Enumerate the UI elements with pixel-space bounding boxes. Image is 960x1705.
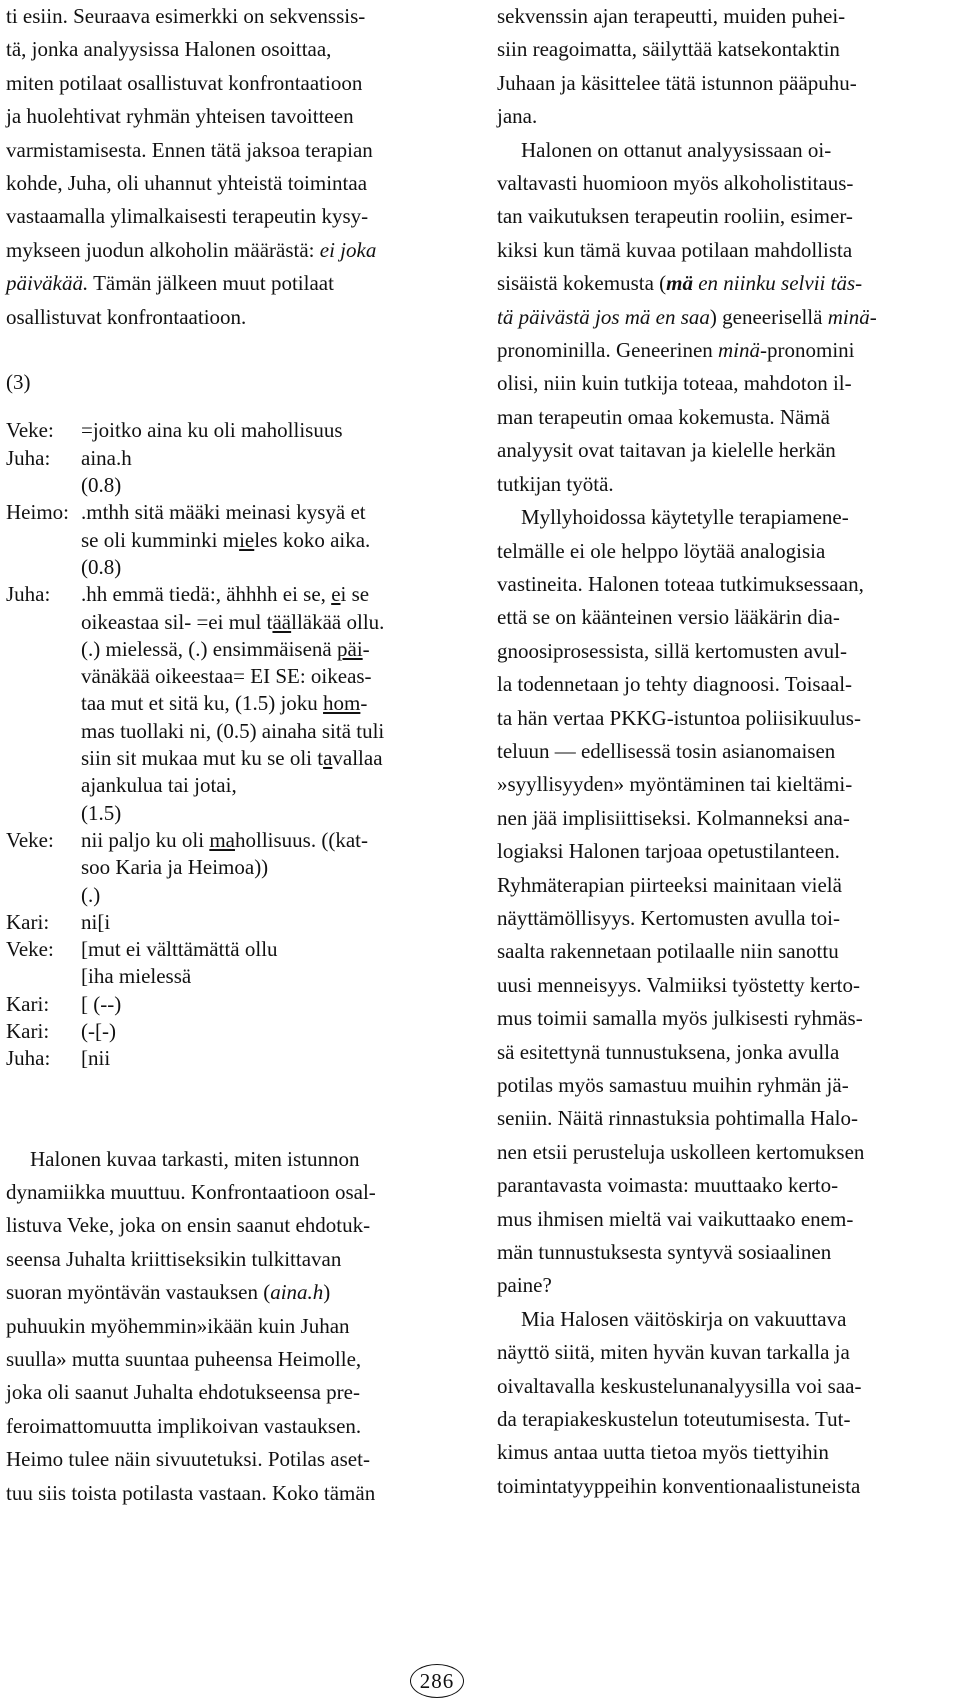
text-line: kimus antaa uutta tietoa myös tiettyihin bbox=[497, 1440, 829, 1465]
text-line: gnoosiprosessista, sillä kertomusten avul- bbox=[497, 638, 847, 663]
text-line: uusi menneisyys. Valmiiksi työstetty kerto- bbox=[497, 972, 861, 997]
text-line: da terapiakeskustelun toteutumisesta. Tut- bbox=[497, 1407, 851, 1432]
speaker-label bbox=[6, 472, 81, 499]
utterance: [nii bbox=[81, 1046, 111, 1071]
text-line: suulla» mutta suuntaa puheensa Heimolle, bbox=[6, 1347, 362, 1372]
text-line: man terapeutin omaa kokemusta. Nämä bbox=[497, 404, 830, 429]
transcript-row bbox=[6, 445, 438, 472]
underlined-stress: hom bbox=[323, 691, 361, 716]
text-line: män tunnustuksesta syntyvä sosiaalinen bbox=[497, 1240, 832, 1265]
text-line: telmälle ei ole helppo löytää analogisia bbox=[497, 538, 826, 563]
text-line: tan vaikutuksen terapeutin rooliin, esimer- bbox=[497, 204, 853, 229]
text-line: toimintatyyppeihin konventionaalistuneista bbox=[497, 1473, 861, 1498]
text-line: näyttö siitä, miten hyvän kuvan tarkalla ja bbox=[497, 1340, 850, 1365]
text-line: päiväkää. Tämän jälkeen muut potilaat bbox=[6, 271, 334, 296]
text-line: tutkijan työtä. bbox=[497, 471, 614, 496]
text-line: teluun — edellisessä tosin asianomaisen bbox=[497, 738, 836, 763]
utterance: siin sit mukaa mut ku se oli tavallaa bbox=[81, 746, 383, 771]
speaker-label bbox=[6, 745, 81, 772]
speaker-label: Heimo: bbox=[6, 500, 69, 525]
text-line: sisäistä kokemusta (mä en niinku selvii täs- bbox=[497, 271, 863, 296]
speaker-label: Juha: bbox=[6, 445, 51, 470]
utterance: .hh emmä tiedä:, ähhhh ei se, ei se bbox=[81, 582, 370, 607]
text-line: tuu siis toista potilasta vastaan. Koko tämän bbox=[6, 1480, 376, 1505]
transcript-row bbox=[6, 663, 438, 690]
transcript-row bbox=[6, 936, 438, 963]
utterance: mas tuollaki ni, (0.5) ainaha sitä tuli bbox=[81, 718, 385, 743]
transcript-row bbox=[6, 745, 438, 772]
text-line: vastineita. Halonen toteaa tutkimuksessaan, bbox=[497, 571, 864, 596]
text-line: joka oli saanut Juhalta ehdotukseensa pre- bbox=[6, 1380, 360, 1405]
underlined-stress: ma bbox=[209, 827, 235, 852]
example-label: (3) bbox=[6, 370, 31, 395]
paragraph-2 bbox=[497, 134, 886, 501]
speaker-label: Kari: bbox=[6, 1019, 50, 1043]
speaker-label bbox=[6, 527, 81, 554]
text-line: seniin. Näitä rinnastuksia pohtimalla Halo- bbox=[497, 1106, 858, 1131]
utterance: ni[i bbox=[81, 909, 111, 934]
utterance: (.) mielessä, (.) ensimmäisenä päi- bbox=[81, 636, 370, 661]
speaker-label bbox=[6, 772, 81, 799]
text-line: dynamiikka muuttuu. Konfrontaatioon osal- bbox=[6, 1180, 376, 1204]
speaker-label bbox=[6, 554, 81, 581]
speaker-label bbox=[6, 854, 81, 881]
text-line: kiksi kun tämä kuvaa potilaan mahdollista bbox=[497, 237, 853, 262]
underlined-stress: ää bbox=[272, 609, 292, 634]
transcript-row bbox=[6, 909, 438, 936]
utterance: (0.8) bbox=[81, 473, 122, 498]
utterance: soo Karia ja Heimoa)) bbox=[81, 855, 269, 880]
transcript-row bbox=[6, 499, 438, 526]
transcript-row bbox=[6, 718, 438, 745]
text-line: osallistuvat konfrontaatioon. bbox=[6, 304, 247, 329]
paragraph-4 bbox=[497, 1303, 886, 1503]
transcript-row bbox=[6, 609, 438, 636]
utterance: aina.h bbox=[81, 445, 132, 470]
speaker-label bbox=[6, 636, 81, 663]
text-line: saalta rakennetaan potilaalle niin sanottu bbox=[497, 939, 839, 964]
text-line: miten potilaat osallistuvat konfrontaatioon bbox=[6, 70, 363, 95]
text-line: mus ihmisen mieltä vai vaikuttaako enem- bbox=[497, 1206, 854, 1231]
utterance: nii paljo ku oli mahollisuus. ((kat- bbox=[81, 827, 368, 852]
utterance: (-[-) bbox=[81, 1019, 116, 1043]
text-line: logiaksi Halonen tarjoaa opetustilanteen. bbox=[497, 839, 840, 864]
text-line: listuva Veke, joka on ensin saanut ehdotuk- bbox=[6, 1213, 371, 1238]
text-line: että se on käänteinen versio lääkärin dia- bbox=[497, 605, 840, 630]
utterance: [iha mielessä bbox=[81, 964, 192, 989]
underlined-stress: a bbox=[323, 746, 333, 771]
speaker-label bbox=[6, 690, 81, 717]
speaker-label bbox=[6, 609, 81, 636]
transcript-row bbox=[6, 527, 438, 554]
text-line: suoran myöntävän vastauksen (aina.h) bbox=[6, 1280, 331, 1305]
transcript-row bbox=[6, 1045, 438, 1072]
transcript-row bbox=[6, 854, 438, 881]
text-line: Mia Halosen väitöskirja on vakuuttava bbox=[521, 1306, 847, 1331]
transcript-row bbox=[6, 882, 438, 909]
speaker-label bbox=[6, 963, 81, 990]
text-line: potilas myös samastuu muihin ryhmän jä- bbox=[497, 1073, 849, 1097]
intro-paragraph bbox=[6, 0, 438, 334]
underlined-stress: e bbox=[331, 582, 341, 607]
utterance: se oli kumminki mieles koko aika. bbox=[81, 527, 371, 552]
text-line: seensa Juhalta kriittiseksikin tulkittavan bbox=[6, 1246, 342, 1271]
transcript-row bbox=[6, 827, 438, 854]
utterance: (.) bbox=[81, 882, 101, 907]
utterance: vänäkää oikeestaa= EI SE: oikeas- bbox=[81, 664, 372, 689]
text-line: sekvenssin ajan terapeutti, muiden puhei- bbox=[497, 4, 846, 28]
speaker-label: Juha: bbox=[6, 582, 51, 607]
paragraph-1 bbox=[497, 0, 886, 134]
text-line: parantavasta voimasta: muuttaako kerto- bbox=[497, 1173, 839, 1198]
analysis-paragraph bbox=[6, 1143, 438, 1510]
transcript-row bbox=[6, 472, 438, 499]
text-line: varmistamisesta. Ennen tätä jaksoa terapian bbox=[6, 137, 373, 162]
speaker-label: Veke: bbox=[6, 937, 54, 962]
text-line: näyttämöllisyys. Kertomusten avulla toi- bbox=[497, 905, 840, 930]
text-line: siin reagoimatta, säilyttää katsekontaktin bbox=[497, 37, 840, 62]
text-line: analyysit ovat taitavan ja kielelle herkän bbox=[497, 438, 836, 463]
right-column bbox=[497, 0, 886, 1503]
utterance: ajankulua tai jotai, bbox=[81, 773, 237, 798]
text-line: vastaamalla ylimalkaisesti terapeutin kysy- bbox=[6, 204, 369, 229]
transcript-row bbox=[6, 991, 438, 1018]
utterance: (0.8) bbox=[81, 554, 122, 579]
text-line: pronominilla. Geneerinen minä-pronomini bbox=[497, 338, 855, 363]
speaker-label: Juha: bbox=[6, 1046, 51, 1071]
text-line: Halonen kuvaa tarkasti, miten istunnon bbox=[30, 1146, 360, 1171]
text-line: mus toimii samalla myös julkisesti ryhmäs- bbox=[497, 1006, 863, 1031]
text-line: sä esitettynä tunnustuksena, jonka avulla bbox=[497, 1039, 840, 1064]
transcript-row bbox=[6, 636, 438, 663]
left-column bbox=[6, 0, 438, 1510]
text-line: nen jää implisiittiseksi. Kolmanneksi ana- bbox=[497, 805, 850, 830]
text-line: Halonen on ottanut analyysissaan oi- bbox=[521, 137, 832, 162]
transcript bbox=[6, 417, 438, 1072]
text-line: Juhaan ja käsittelee tätä istunnon pääpuhu- bbox=[497, 70, 857, 95]
transcript-row bbox=[6, 554, 438, 581]
transcript-row bbox=[6, 800, 438, 827]
page-number: 286 bbox=[410, 1664, 464, 1698]
text-line: tä päivästä jos mä en saa) geneerisellä minä- bbox=[497, 304, 877, 329]
speaker-label bbox=[6, 718, 81, 745]
text-line: Heimo tulee näin sivuutetuksi. Potilas aset- bbox=[6, 1447, 370, 1472]
utterance: .mthh sitä määki meinasi kysyä et bbox=[81, 500, 366, 525]
transcript-row bbox=[6, 772, 438, 799]
text-line: feroimattomuutta implikoivan vastauksen. bbox=[6, 1413, 362, 1438]
text-line: puhuukin myöhemmin»ikään kuin Juhan bbox=[6, 1313, 350, 1338]
utterance: taa mut et sitä ku, (1.5) joku hom- bbox=[81, 691, 368, 716]
speaker-label bbox=[6, 800, 81, 827]
speaker-label: Veke: bbox=[6, 827, 54, 852]
utterance: [ (--) bbox=[81, 991, 122, 1016]
transcript-row bbox=[6, 1018, 438, 1045]
underlined-stress: päi bbox=[337, 636, 363, 661]
text-line: »syyllisyyden» myöntäminen tai kieltämi- bbox=[497, 772, 853, 797]
transcript-row bbox=[6, 581, 438, 608]
text-line: mykseen juodun alkoholin määrästä: ei joka bbox=[6, 237, 377, 262]
text-line: ta hän vertaa PKKG-istuntoa poliisikuulus- bbox=[497, 705, 861, 730]
text-line: la todennetaan jo tehty diagnoosi. Toisaal- bbox=[497, 672, 853, 697]
text-line: jana. bbox=[497, 104, 538, 129]
speaker-label: Kari: bbox=[6, 991, 50, 1016]
transcript-row bbox=[6, 690, 438, 717]
transcript-row bbox=[6, 963, 438, 990]
speaker-label: Veke: bbox=[6, 418, 54, 443]
text-line: Ryhmäterapian piirteeksi mainitaan vielä bbox=[497, 872, 842, 897]
transcript-row bbox=[6, 417, 438, 444]
underlined-stress: ie bbox=[239, 527, 255, 552]
text-line: Myllyhoidossa käytetylle terapiamene- bbox=[521, 505, 849, 530]
speaker-label bbox=[6, 882, 81, 909]
text-line: ti esiin. Seuraava esimerkki on sekvenssis- bbox=[6, 4, 366, 28]
utterance: [mut ei välttämättä ollu bbox=[81, 937, 278, 962]
text-line: tä, jonka analyysissa Halonen osoittaa, bbox=[6, 37, 332, 62]
text-line: olisi, niin kuin tutkija toteaa, mahdoton il- bbox=[497, 371, 852, 396]
utterance: (1.5) bbox=[81, 800, 122, 825]
text-line: nen etsii perusteluja uskolleen kertomuksen bbox=[497, 1139, 865, 1164]
utterance: oikeastaa sil- =ei mul täälläkää ollu. bbox=[81, 609, 385, 634]
paragraph-3 bbox=[497, 501, 886, 1303]
text-line: oivaltavalla keskustelunanalyysilla voi saa- bbox=[497, 1373, 862, 1398]
text-line: ja huolehtivat ryhmän yhteisen tavoitteen bbox=[6, 104, 354, 129]
text-line: valtavasti huomioon myös alkoholistitaus- bbox=[497, 171, 854, 196]
utterance: =joitko aina ku oli mahollisuus bbox=[81, 418, 343, 443]
text-line: paine? bbox=[497, 1273, 552, 1298]
speaker-label bbox=[6, 663, 81, 690]
text-line: kohde, Juha, oli uhannut yhteistä toimintaa bbox=[6, 171, 368, 196]
speaker-label: Kari: bbox=[6, 909, 50, 934]
